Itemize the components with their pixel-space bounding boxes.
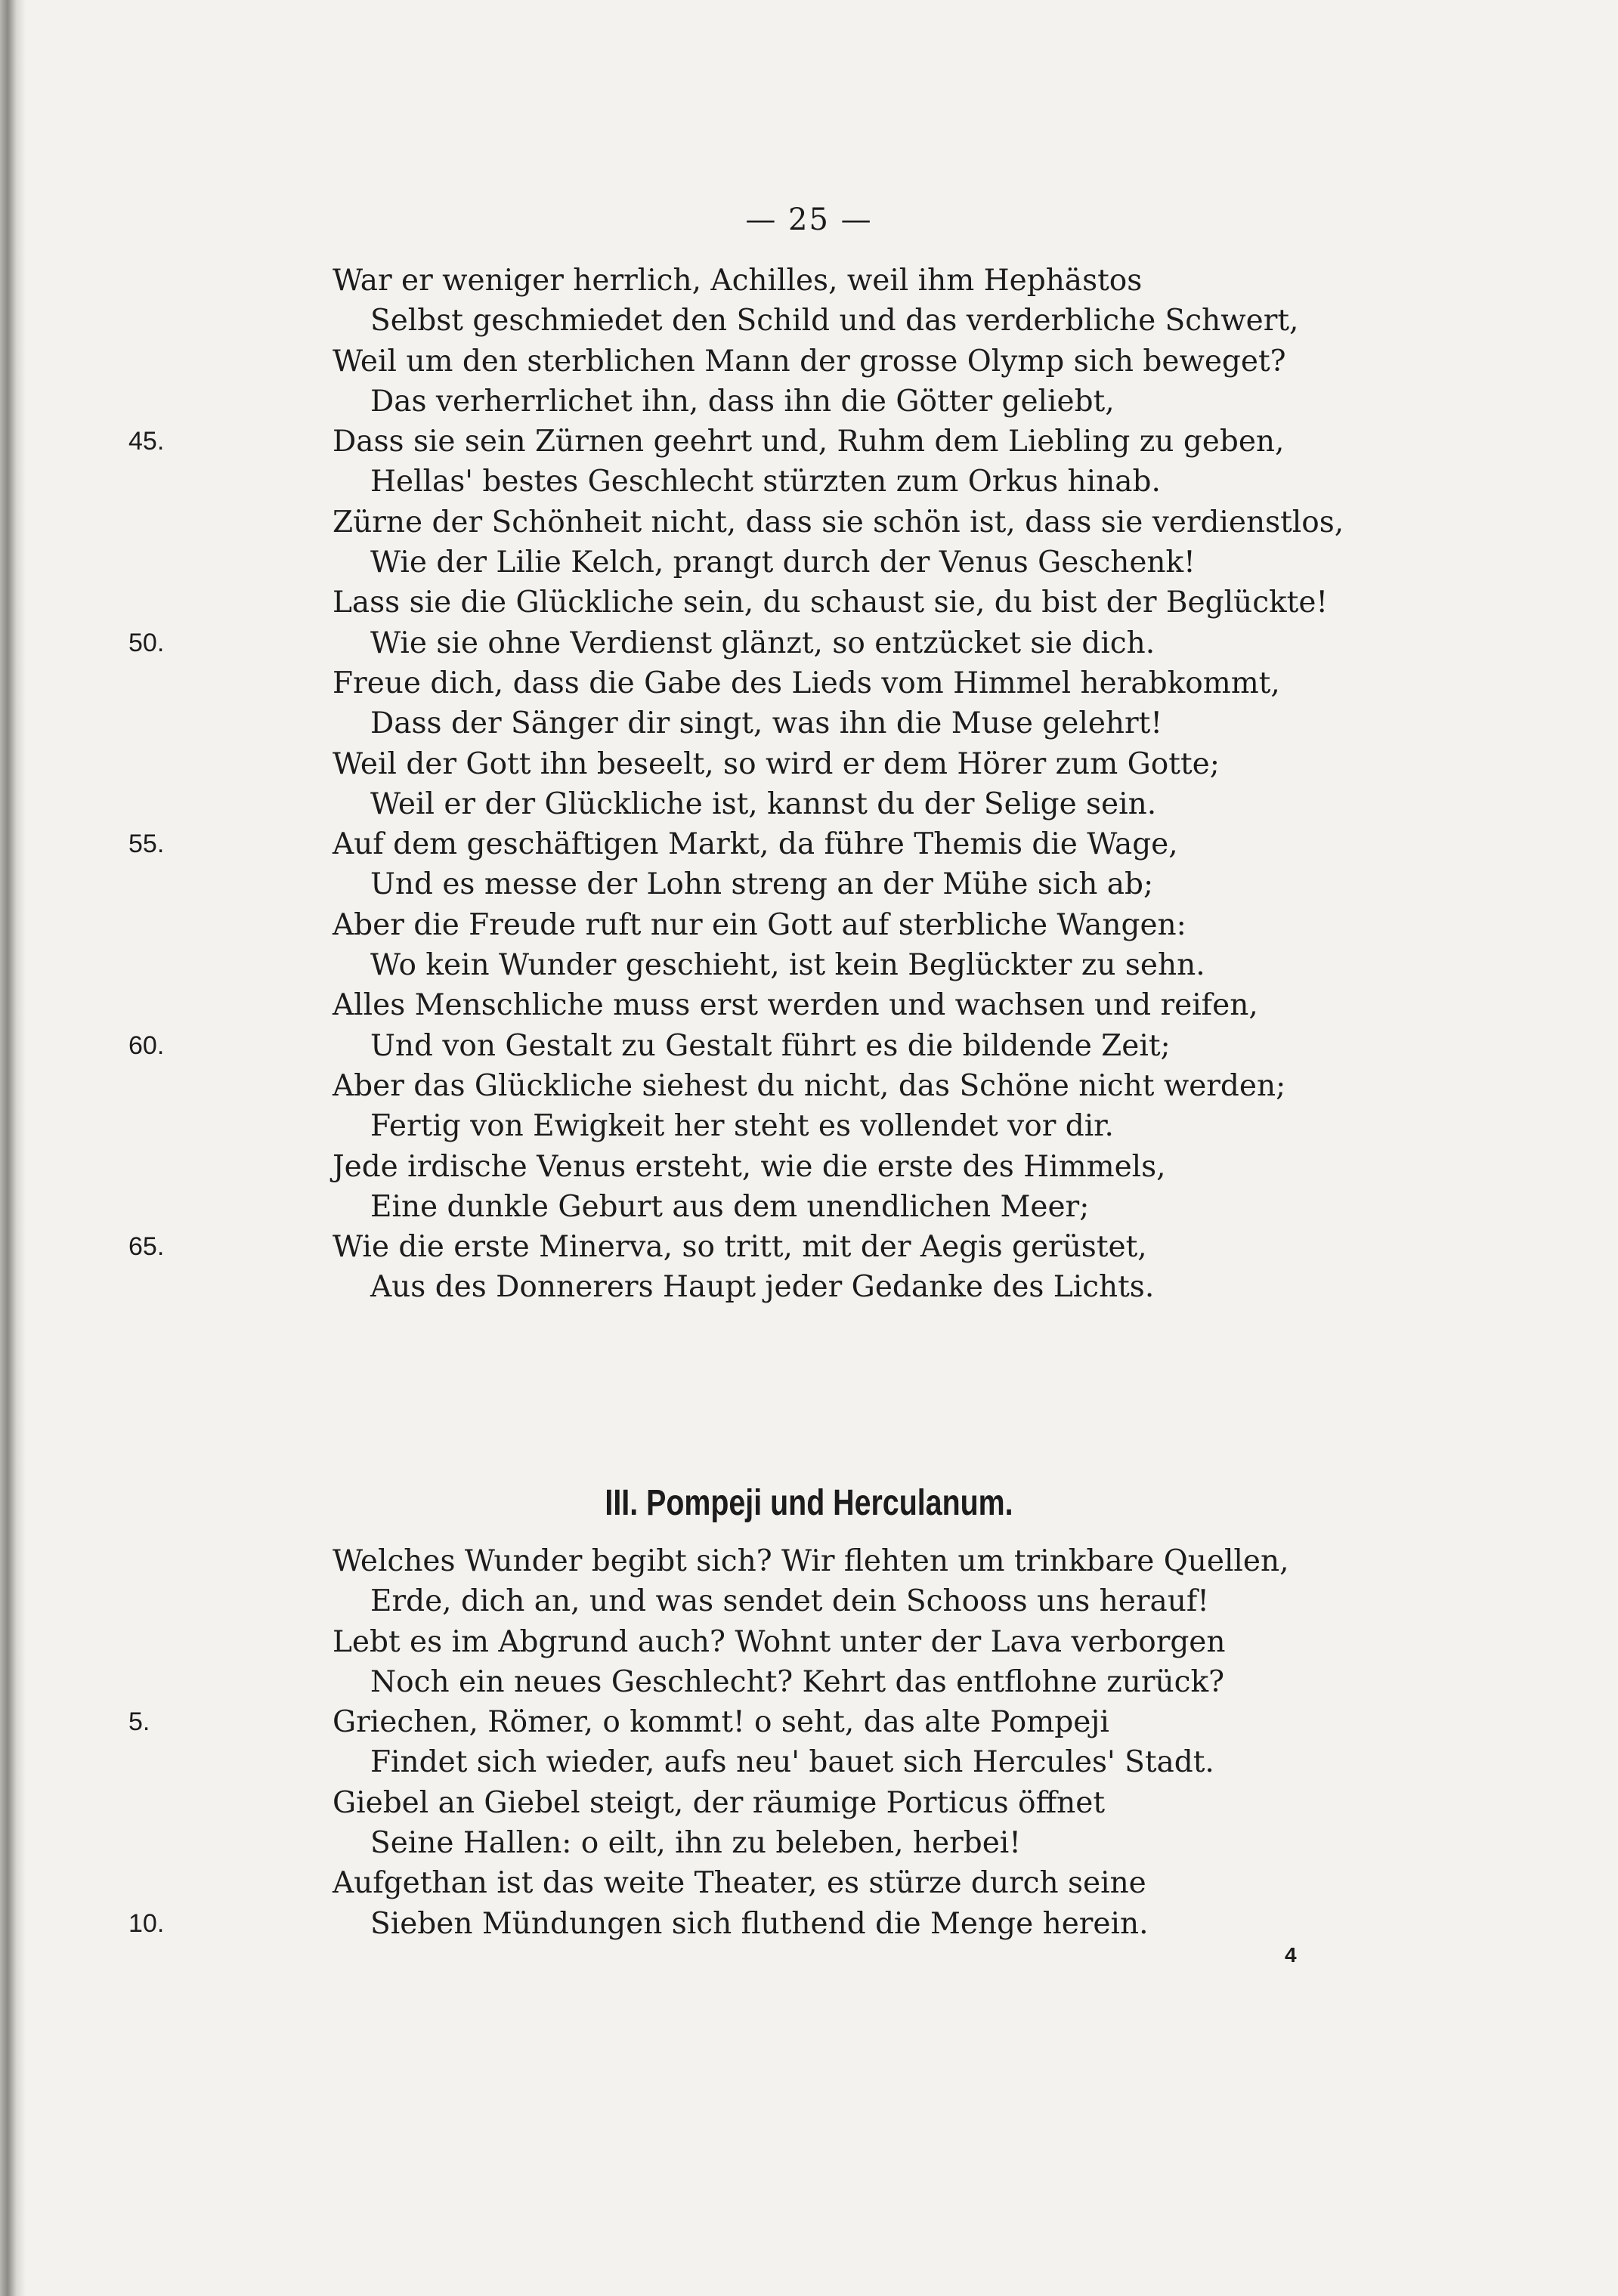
verse-text: Weil der Gott ihn beseelt, so wird er dem Hörer zum Gotte; (333, 746, 1220, 781)
verse-line (0, 582, 1618, 623)
verse-text: Wie die erste Minerva, so tritt, mit der Aegis gerüstet, (333, 1230, 1147, 1265)
verse-line (0, 341, 1618, 382)
verse-line (0, 502, 1618, 542)
page-number: — 25 — (745, 202, 873, 237)
verse-text: Das verherrlichet ihn, dass ihn die Götter geliebt, (370, 384, 1115, 419)
verse-line (0, 1066, 1618, 1106)
verse-line (0, 864, 1618, 904)
verse-line (0, 905, 1618, 945)
line-number: 10. (128, 1908, 165, 1938)
verse-line (0, 985, 1618, 1025)
poem-part-2 (0, 1541, 1618, 1944)
line-number: 65. (128, 1232, 165, 1262)
verse-line (0, 1147, 1618, 1187)
section-heading: III. Pompeji und Herculanum. (605, 1483, 1013, 1523)
poem-part-1 (0, 261, 1618, 1308)
verse-text: Auf dem geschäftigen Markt, da führe Themis die Wage, (333, 827, 1178, 862)
verse-line (0, 1227, 1618, 1267)
verse-line (0, 1863, 1618, 1903)
verse-text: Selbst geschmiedet den Schild und das verderbliche Schwert, (370, 304, 1299, 338)
verse-line (0, 1541, 1618, 1581)
verse-line (0, 462, 1618, 502)
verse-line (0, 1267, 1618, 1307)
verse-text: War er weniger herrlich, Achilles, weil ihm Hephästos (333, 264, 1143, 298)
verse-text: Hellas' bestes Geschlecht stürzten zum Orkus hinab. (370, 465, 1161, 499)
verse-text: Fertig von Ewigkeit her steht es vollendet vor dir. (370, 1109, 1114, 1144)
verse-line (0, 1904, 1618, 1944)
line-number: 55. (128, 830, 165, 859)
verse-line (0, 1026, 1618, 1066)
verse-line (0, 1106, 1618, 1146)
verse-line (0, 422, 1618, 462)
verse-text: Aufgethan ist das weite Theater, es stürze durch seine (333, 1866, 1146, 1901)
verse-line (0, 542, 1618, 582)
verse-text: Weil er der Glückliche ist, kannst du der Selige sein. (370, 786, 1157, 821)
verse-text: Freue dich, dass die Gabe des Lieds vom Himmel herabkommt, (333, 666, 1280, 700)
verse-text: Dass sie sein Zürnen geehrt und, Ruhm dem Liebling zu geben, (333, 425, 1285, 459)
line-number: 45. (128, 427, 165, 456)
verse-text: Dass der Sänger dir singt, was ihn die Muse gelehrt! (370, 706, 1163, 741)
verse-line (0, 1702, 1618, 1742)
verse-text: Lebt es im Abgrund auch? Wohnt unter der Lava verborgen (333, 1624, 1226, 1659)
verse-line (0, 945, 1618, 985)
line-number: 60. (128, 1031, 165, 1060)
verse-text: Lass sie die Glückliche sein, du schaust sie, du bist der Beglückte! (333, 586, 1329, 620)
verse-text: Giebel an Giebel steigt, der räumige Porticus öffnet (333, 1785, 1106, 1820)
verse-text: Welches Wunder begibt sich? Wir flehten um trinkbare Quellen, (333, 1544, 1289, 1578)
verse-line (0, 382, 1618, 422)
verse-text: Aber das Glückliche siehest du nicht, das Schöne nicht werden; (333, 1068, 1286, 1103)
verse-line (0, 1662, 1618, 1702)
verse-line (0, 261, 1618, 301)
verse-line (0, 623, 1618, 663)
verse-line (0, 1783, 1618, 1823)
verse-line (0, 784, 1618, 824)
verse-line (0, 703, 1618, 743)
verse-line (0, 744, 1618, 784)
verse-text: Aber die Freude ruft nur ein Gott auf sterbliche Wangen: (333, 907, 1186, 942)
line-number: 50. (128, 628, 165, 657)
verse-text: Jede irdische Venus ersteht, wie die erste des Himmels, (333, 1149, 1166, 1184)
verse-line (0, 1622, 1618, 1662)
verse-line (0, 1742, 1618, 1782)
verse-text: Findet sich wieder, aufs neu' bauet sich Hercules' Stadt. (370, 1745, 1214, 1780)
verse-line (0, 1187, 1618, 1227)
verse-text: Wie sie ohne Verdienst glänzt, so entzücket sie dich. (370, 626, 1155, 660)
sheet-signature: 4 (1285, 1943, 1297, 1967)
verse-text: Und es messe der Lohn streng an der Mühe sich ab; (370, 867, 1154, 902)
line-number: 5. (128, 1707, 150, 1737)
verse-line (0, 301, 1618, 341)
verse-text: Aus des Donnerers Haupt jeder Gedanke des Lichts. (370, 1270, 1155, 1305)
verse-text: Seine Hallen: o eilt, ihn zu beleben, herbei! (370, 1826, 1021, 1861)
verse-text: Eine dunkle Geburt aus dem unendlichen Meer; (370, 1189, 1090, 1224)
verse-text: Noch ein neues Geschlecht? Kehrt das entflohne zurück? (370, 1664, 1225, 1699)
verse-line (0, 1823, 1618, 1863)
verse-text: Sieben Mündungen sich fluthend die Menge herein. (370, 1906, 1149, 1941)
verse-line (0, 663, 1618, 703)
verse-line (0, 1581, 1618, 1621)
verse-line (0, 824, 1618, 864)
verse-text: Alles Menschliche muss erst werden und wachsen und reifen, (333, 988, 1258, 1023)
verse-text: Und von Gestalt zu Gestalt führt es die bildende Zeit; (370, 1028, 1171, 1063)
verse-text: Erde, dich an, und was sendet dein Schooss uns herauf! (370, 1584, 1209, 1619)
verse-text: Weil um den sterblichen Mann der grosse Olymp sich beweget? (333, 344, 1286, 379)
verse-text: Griechen, Römer, o kommt! o seht, das alte Pompeji (333, 1705, 1109, 1740)
verse-text: Zürne der Schönheit nicht, dass sie schön ist, dass sie verdienstlos, (333, 505, 1344, 539)
verse-text: Wie der Lilie Kelch, prangt durch der Venus Geschenk! (370, 545, 1196, 580)
verse-text: Wo kein Wunder geschieht, ist kein Beglückter zu sehn. (370, 948, 1205, 983)
